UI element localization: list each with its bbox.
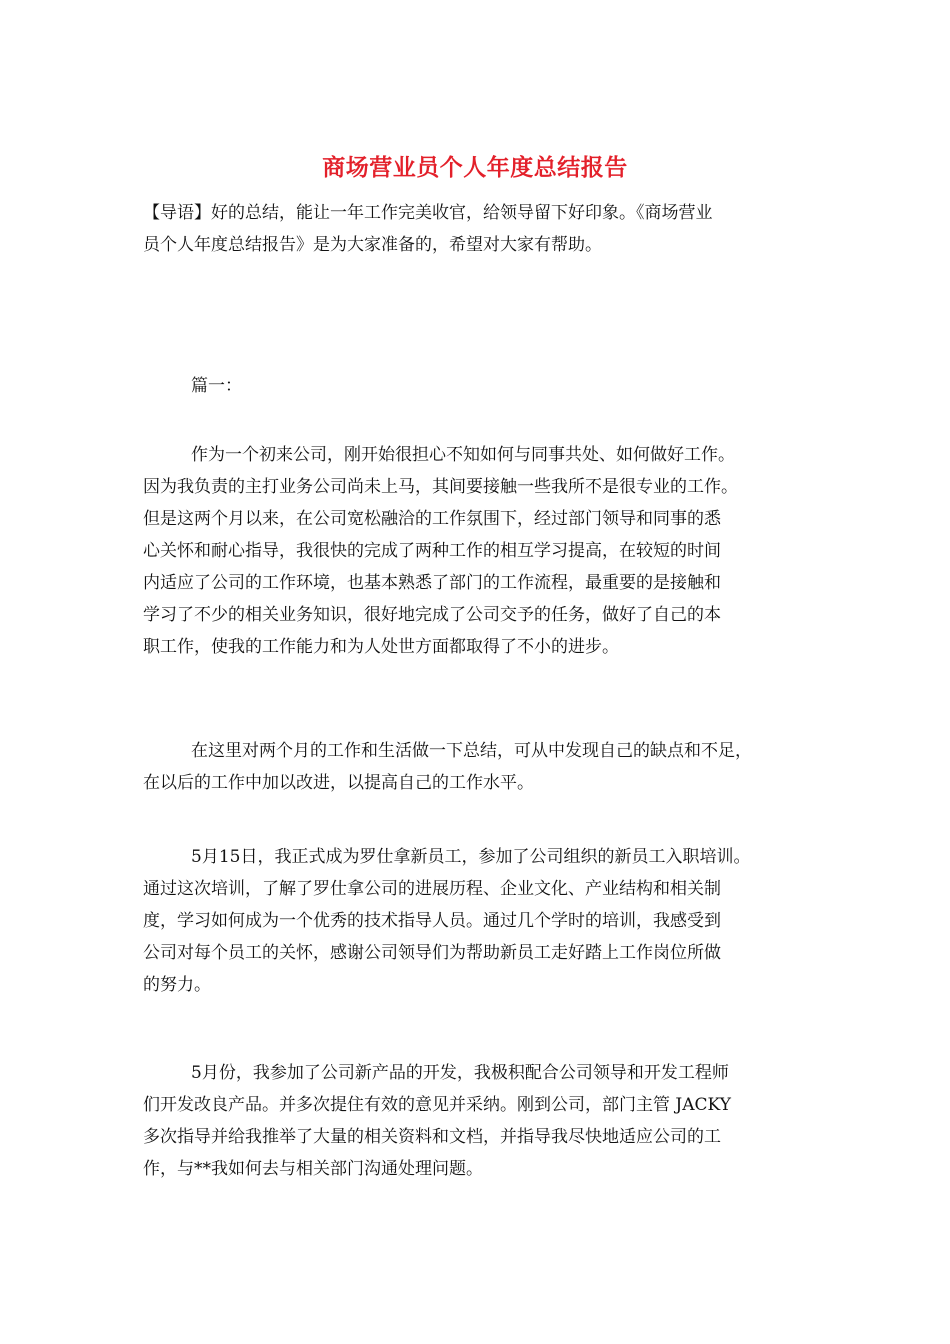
paragraph-line: 内适应了公司的工作环境，也基本熟悉了部门的工作流程，最重要的是接触和 [143, 573, 721, 593]
paragraph-line: 职工作，使我的工作能力和为人处世方面都取得了不小的进步。 [143, 637, 619, 657]
paragraph-line: 作为一个初来公司，刚开始很担心不知如何与同事共处、如何做好工作。 [191, 445, 735, 465]
paragraph-line: 通过这次培训，了解了罗仕拿公司的进展历程、企业文化、产业结构和相关制 [143, 879, 721, 899]
paragraph-line: 的努力。 [143, 975, 211, 995]
paragraph-line: 5月份，我参加了公司新产品的开发，我极积配合公司领导和开发工程师 [191, 1063, 729, 1083]
intro-line: 员个人年度总结报告》是为大家准备的，希望对大家有帮助。 [143, 235, 602, 255]
intro-line: 【导语】好的总结，能让一年工作完美收官，给领导留下好印象。《商场营业 [143, 203, 713, 223]
body-paragraph-4 [143, 1057, 823, 1185]
paragraph-line: 心关怀和耐心指导，我很快的完成了两种工作的相互学习提高，在较短的时间 [143, 541, 721, 561]
body-paragraph-3 [143, 841, 823, 1001]
paragraph-line: 度，学习如何成为一个优秀的技术指导人员。通过几个学时的培训，我感受到 [143, 911, 721, 931]
paragraph-line: 因为我负责的主打业务公司尚未上马，其间要接触一些我所不是很专业的工作。 [143, 477, 738, 497]
page-title: 商场营业员个人年度总结报告 [322, 154, 628, 181]
paragraph-line: 5月15日，我正式成为罗仕拿新员工，参加了公司组织的新员工入职培训。 [191, 847, 751, 867]
paragraph-line: 但是这两个月以来，在公司宽松融洽的工作氛围下，经过部门领导和同事的悉 [143, 509, 721, 529]
paragraph-line: 们开发改良产品。并多次提住有效的意见并采纳。刚到公司，部门主管 JACKY [143, 1095, 731, 1115]
paragraph-line: 在这里对两个月的工作和生活做一下总结，可从中发现自己的缺点和不足， [191, 741, 752, 761]
paragraph-line: 学习了不少的相关业务知识，很好地完成了公司交予的任务，做好了自己的本 [143, 605, 721, 625]
intro-paragraph [143, 197, 823, 261]
paragraph-line: 多次指导并给我推举了大量的相关资料和文档，并指导我尽快地适应公司的工 [143, 1127, 721, 1147]
paragraph-line: 公司对每个员工的关怀，感谢公司领导们为帮助新员工走好踏上工作岗位所做 [143, 943, 721, 963]
paragraph-line: 在以后的工作中加以改进，以提高自己的工作水平。 [143, 773, 534, 793]
part-heading: 篇一： [191, 376, 242, 396]
body-paragraph-2 [143, 735, 823, 799]
body-paragraph-1 [143, 439, 823, 663]
part-heading-block [143, 370, 823, 402]
paragraph-line: 作，与**我如何去与相关部门沟通处理问题。 [143, 1159, 483, 1179]
